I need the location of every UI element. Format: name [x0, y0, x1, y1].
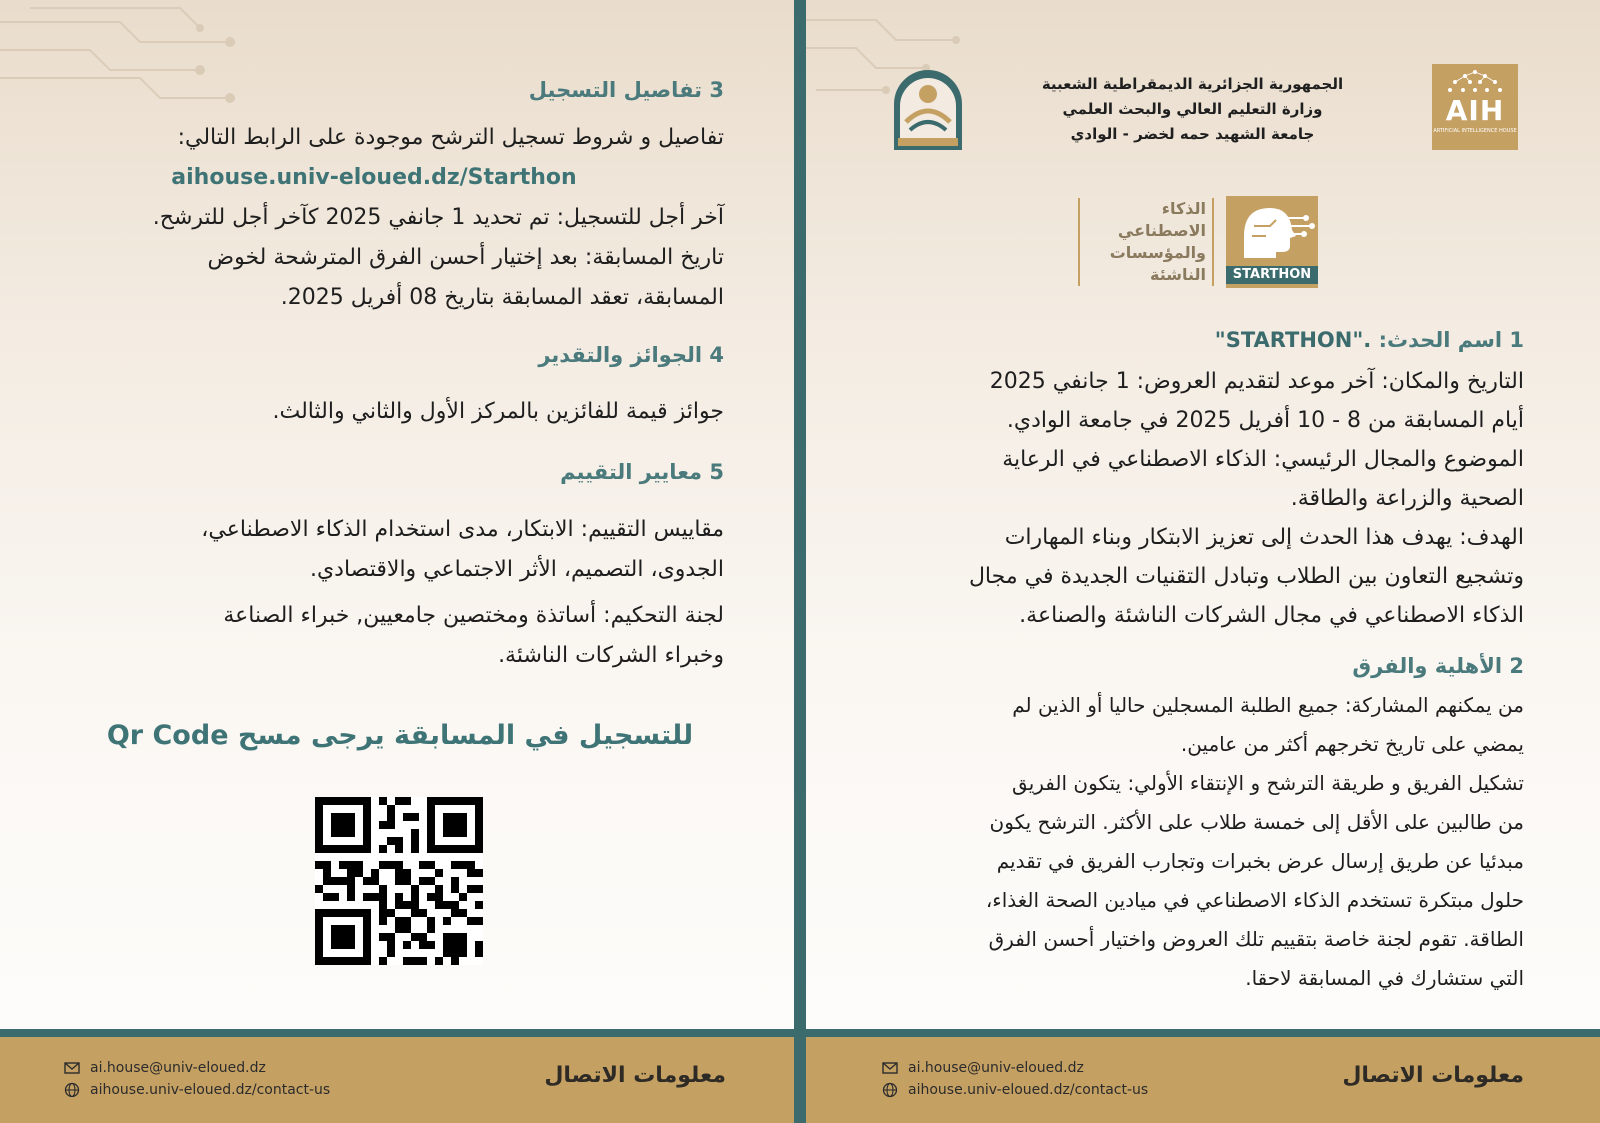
s5-line-1: مقاييس التقييم: الابتكار، مدى استخدام الذكاء الاصطناعي، — [201, 517, 724, 542]
aih-logo — [1432, 64, 1518, 150]
aih-logo-subtext: ARTIFICIAL INTELLIGENCE HOUSE — [1433, 128, 1517, 134]
s3-line-1: تفاصيل و شروط تسجيل الترشح موجودة على الرابط التالي: — [177, 125, 724, 150]
s1-line-1: التاريخ والمكان: آخر موعد لتقديم العروض: 1 جانفي 2025 — [989, 369, 1524, 394]
qr-caption: للتسجيل في المسابقة يرجى مسح Qr Code — [106, 720, 694, 751]
contact-email-right[interactable]: ai.house@univ-eloued.dz — [908, 1060, 1084, 1076]
starthon-logo-title: الذكاء الاصطناعي والمؤسسات الناشئة — [1078, 198, 1214, 286]
s2-line-4: من طالبين على الأقل إلى خمسة طلاب على الأكثر. الترشح يكون — [989, 810, 1524, 834]
globe-icon — [882, 1082, 898, 1098]
footer-left — [0, 1037, 794, 1123]
s1-line-2: أيام المسابقة من 8 - 10 أفريل 2025 في جامعة الوادي. — [1006, 408, 1524, 433]
contact-email-left[interactable]: ai.house@univ-eloued.dz — [90, 1060, 266, 1076]
section-5-heading: 5 معايير التقييم — [560, 460, 724, 484]
s2-line-8: التي ستشارك في المسابقة لاحقا. — [1245, 966, 1524, 990]
s4-line-1: جوائز قيمة للفائزين بالمركز الأول والثاني والثالث. — [272, 399, 724, 424]
s1-line-4: الصحية والزراعة والطاقة. — [1290, 486, 1524, 511]
s5-line-2: الجدوى، التصميم، الأثر الاجتماعي والاقتصادي. — [309, 557, 724, 582]
event-name: "STARTHON". — [1214, 328, 1372, 352]
mail-icon — [882, 1060, 898, 1076]
section-4-heading: 4 الجوائز والتقدير — [538, 343, 724, 367]
header-university: جامعة الشهيد حمه لخضر - الوادي — [1070, 125, 1315, 143]
s1-line-3: الموضوع والمجال الرئيسي: الذكاء الاصطناعي في الرعاية — [1002, 447, 1524, 472]
footer-right — [806, 1037, 1600, 1123]
s1-line-5: الهدف: يهدف هذا الحدث إلى تعزيز الابتكار وبناء المهارات — [1004, 525, 1524, 550]
s2-line-7: الطاقة. تقوم لجنة خاصة بتقييم تلك العروض واختيار أحسن الفرق — [988, 927, 1524, 951]
circuit-decoration-left — [0, 0, 794, 130]
ai-head-icon — [1226, 196, 1318, 266]
footer-rule — [0, 1029, 1600, 1037]
contact-website-right[interactable]: aihouse.univ-eloued.dz/contact-us — [908, 1082, 1149, 1098]
section-1-heading — [1215, 328, 1524, 352]
section-3-heading: 3 تفاصيل التسجيل — [528, 78, 724, 102]
section-5-body — [24, 510, 724, 676]
starthon-brand-box — [1226, 196, 1318, 288]
s2-line-6: حلول مبتكرة تستخدم الذكاء الاصطناعي في ميادين الصحة الغذاء، — [985, 888, 1524, 912]
s2-line-1: من يمكنهم المشاركة: جميع الطلبة المسجلين حاليا أو الذين لم — [1012, 693, 1524, 717]
section-1-heading-prefix: 1 اسم الحدث: — [1371, 328, 1524, 352]
university-logo — [886, 64, 970, 154]
s5-line-3: لجنة التحكيم: أساتذة ومختصين جامعيين, خبراء الصناعة — [223, 603, 724, 628]
section-2-heading: 2 الأهلية والفرق — [1352, 654, 1524, 678]
s1-line-7: الذكاء الاصطناعي في مجال الشركات الناشئة والصناعة. — [1019, 603, 1524, 628]
contact-title-left: معلومات الاتصال — [544, 1063, 726, 1088]
page-divider — [794, 0, 806, 1123]
s3-line-5: المسابقة، تعقد المسابقة بتاريخ 08 أفريل 2025. — [280, 285, 724, 310]
s3-line-4: تاريخ المسابقة: بعد إختيار أحسن الفرق المترشحة لخوض — [207, 245, 724, 270]
qr-code[interactable] — [315, 797, 483, 965]
left-page — [0, 0, 794, 1030]
header-ministry: وزارة التعليم العالي والبحث العلمي — [1062, 100, 1323, 118]
s2-line-2: يمضي على تاريخ تخرجهم أكثر من عامين. — [1180, 732, 1524, 756]
header-republic: الجمهورية الجزائرية الديمقراطية الشعبية — [1041, 75, 1344, 93]
s1-line-6: وتشجيع التعاون بين الطلاب وتبادل التقنيات الجديدة في مجال — [968, 564, 1524, 589]
s3-line-3: آخر أجل للتسجيل: تم تحديد 1 جانفي 2025 كآخر أجل للترشح. — [152, 205, 724, 230]
starthon-logo — [1088, 196, 1318, 288]
s5-line-4: وخبراء الشركات الناشئة. — [498, 643, 724, 668]
section-1-body — [834, 362, 1524, 635]
contact-title-right: معلومات الاتصال — [1342, 1063, 1524, 1088]
mail-icon — [64, 1060, 80, 1076]
contact-website-left[interactable]: aihouse.univ-eloued.dz/contact-us — [90, 1082, 331, 1098]
contact-details-left — [64, 1057, 330, 1101]
globe-icon — [64, 1082, 80, 1098]
network-icon — [1445, 68, 1505, 94]
s2-line-3: تشكيل الفريق و طريقة الترشح و الإنتقاء الأولي: يتكون الفريق — [1012, 771, 1524, 795]
section-4-body — [24, 392, 724, 432]
section-3-body — [24, 118, 724, 318]
registration-link[interactable]: aihouse.univ-eloued.dz/Starthon — [171, 165, 577, 190]
aih-logo-text: AIH — [1445, 94, 1505, 127]
contact-details-right — [882, 1057, 1148, 1101]
s2-line-5: مبدئيا عن طريق إرسال عرض بخبرات وتجارب الفريق في تقديم — [996, 849, 1524, 873]
section-2-body — [834, 686, 1524, 998]
starthon-word: STARTHON — [1226, 266, 1318, 284]
official-header — [1010, 72, 1375, 147]
